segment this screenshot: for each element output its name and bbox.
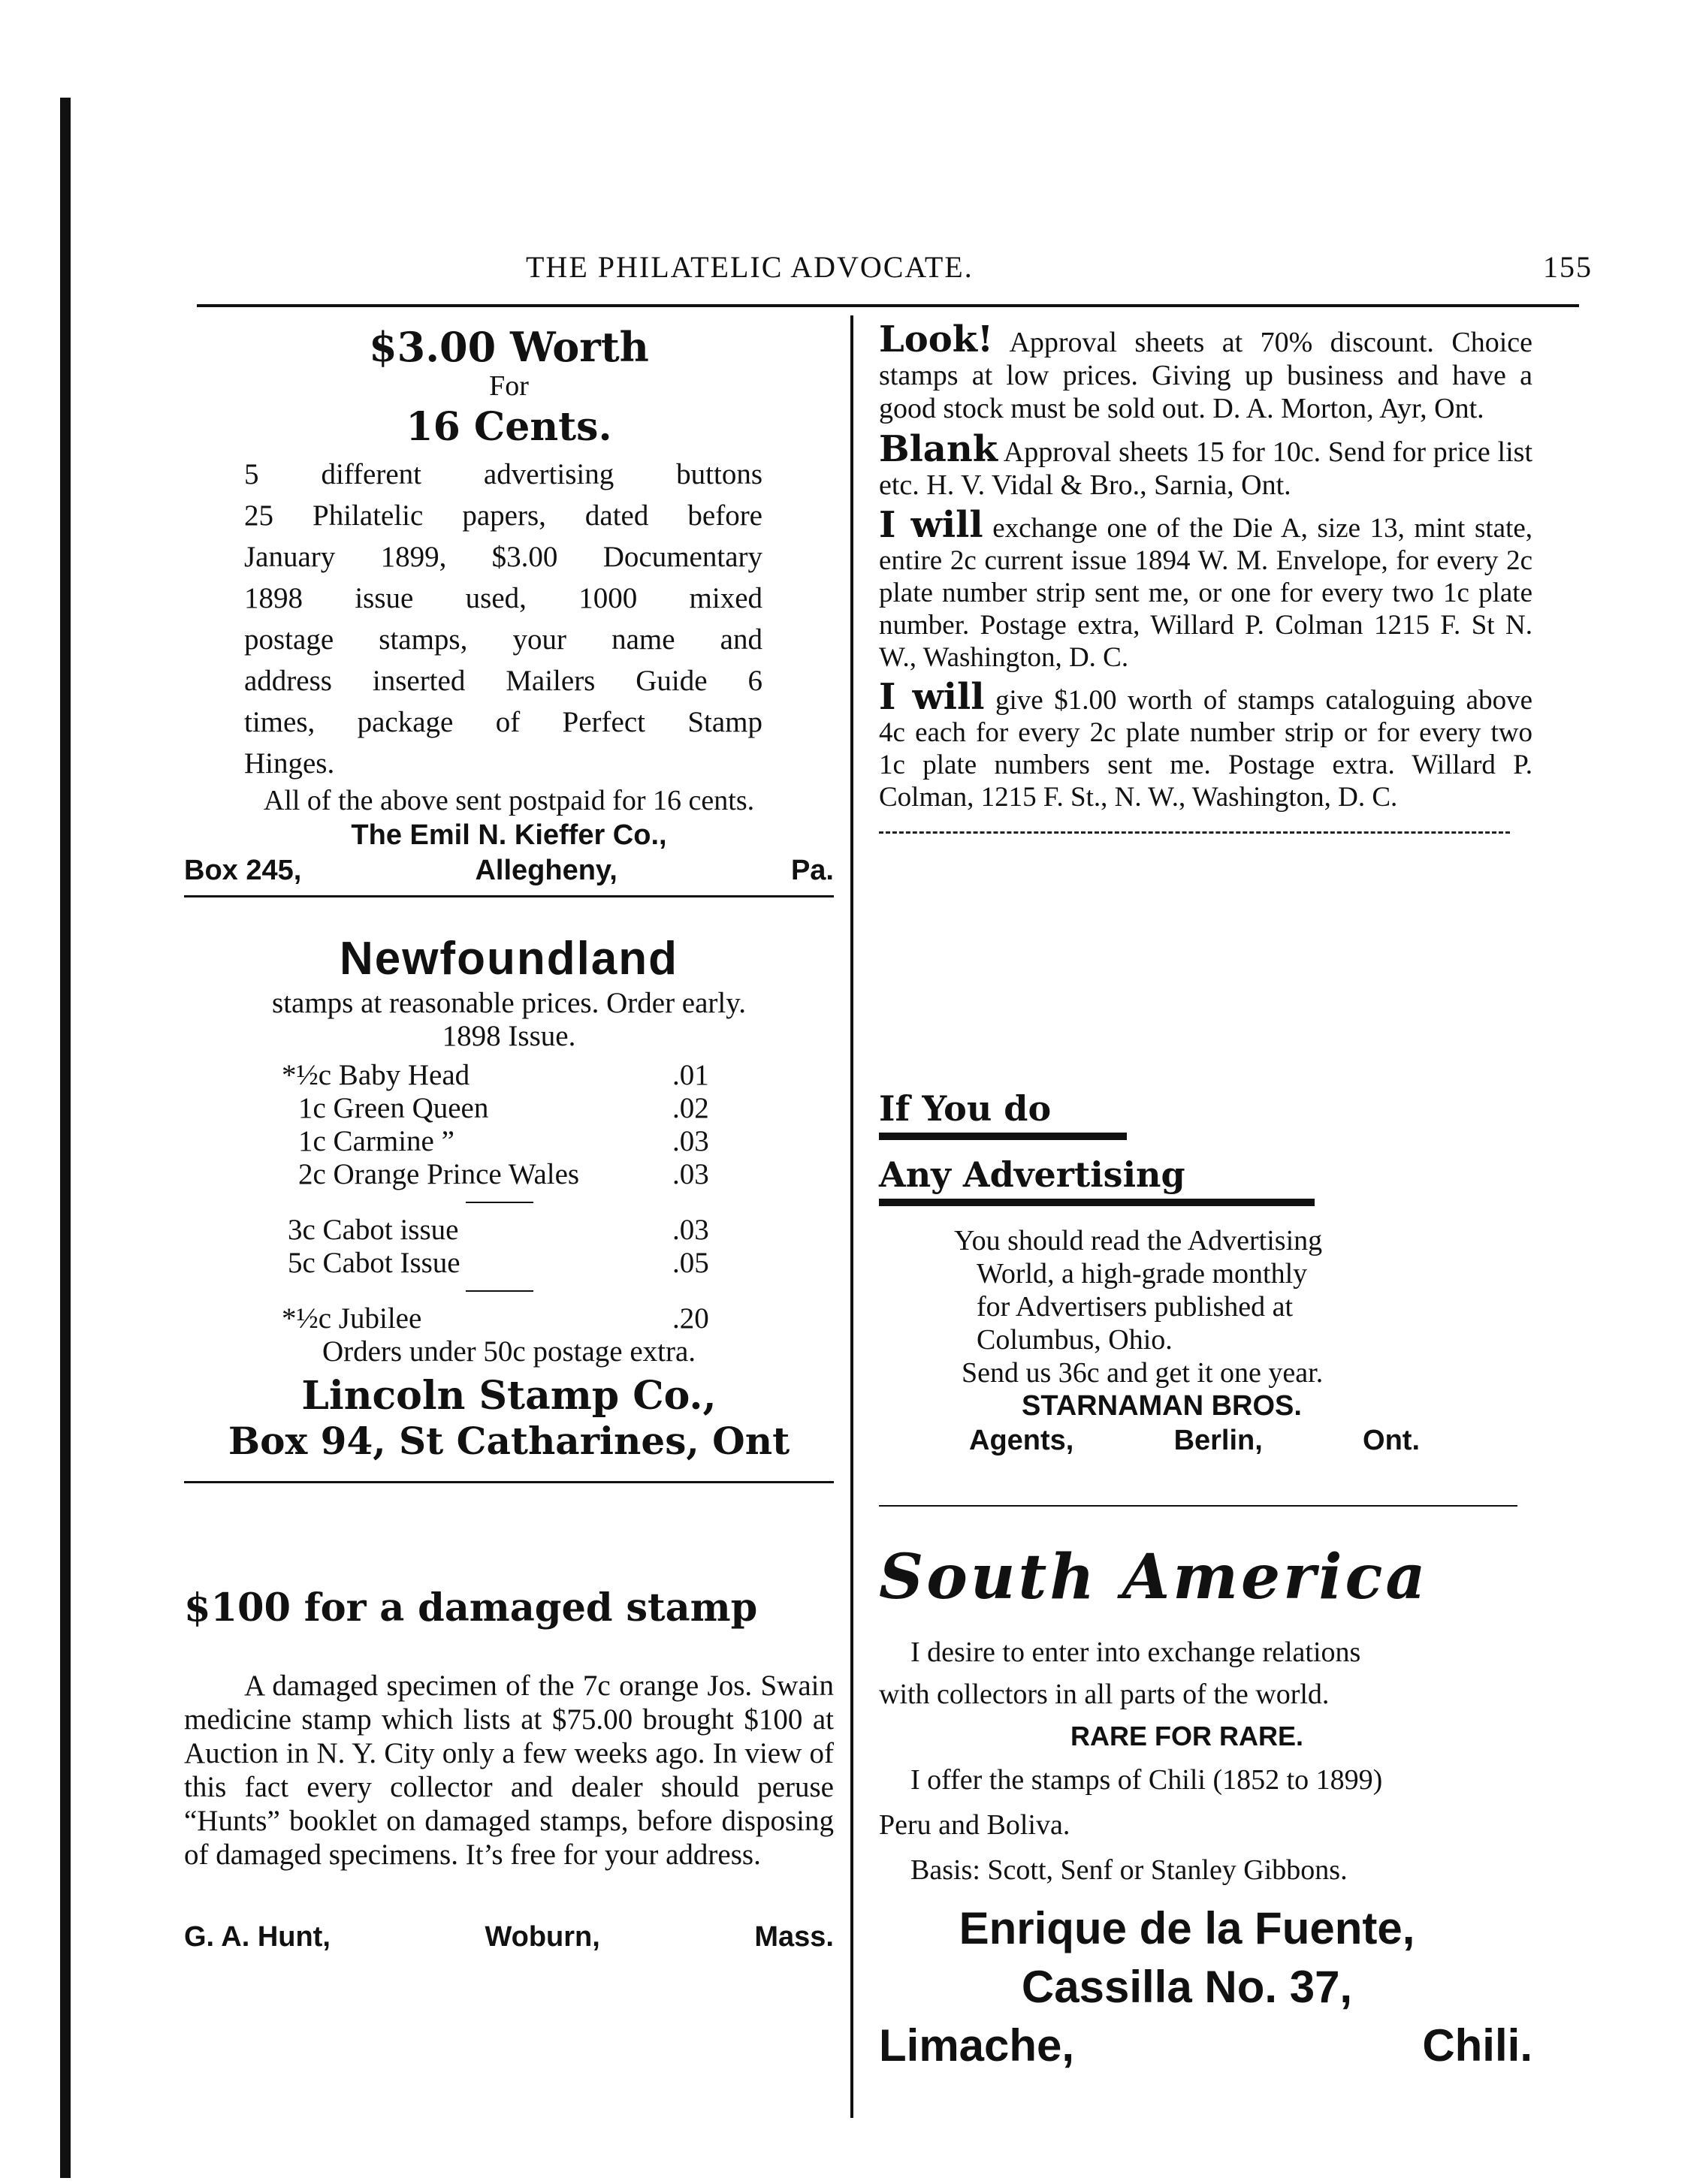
sa-basis: Basis: Scott, Senf or Stanley Gibbons. bbox=[910, 1854, 1348, 1886]
aw-agents-label: Agents, bbox=[969, 1425, 1074, 1456]
nf-row bbox=[282, 1125, 834, 1158]
nf-price-list bbox=[282, 1059, 834, 1335]
ad-city: Allegheny, bbox=[475, 855, 617, 886]
ds-city: Woburn, bbox=[485, 1921, 600, 1953]
ad-for: For bbox=[489, 370, 529, 402]
ad-box: Box 245, bbox=[184, 855, 302, 886]
ad-sent-note: All of the above sent postpaid for 16 cents. bbox=[263, 785, 755, 816]
ad-item: postage stamps, your name and bbox=[244, 623, 762, 656]
nf-row bbox=[282, 1214, 834, 1247]
ad-advertising-world bbox=[879, 1089, 1532, 1507]
nf-row-name: 5c Cabot Issue bbox=[288, 1247, 460, 1279]
header-rule bbox=[197, 304, 1579, 307]
nf-note: Orders under 50c postage extra. bbox=[322, 1335, 696, 1368]
nf-row-name: 2c Orange Prince Wales bbox=[298, 1158, 580, 1190]
nf-row bbox=[282, 1092, 834, 1125]
sa-line: Peru and Boliva. bbox=[879, 1809, 1070, 1841]
ad-three-dollars bbox=[184, 323, 834, 897]
sa-offer bbox=[879, 1757, 1532, 1893]
ad-headline: $3.00 Worth bbox=[369, 323, 649, 371]
ds-headline: $100 for a damaged stamp bbox=[184, 1585, 758, 1630]
nf-row-price: .20 bbox=[672, 1302, 709, 1335]
nf-row bbox=[282, 1302, 834, 1335]
nf-separator bbox=[466, 1202, 533, 1203]
nf-rule bbox=[184, 1481, 834, 1483]
nf-row-price: .05 bbox=[672, 1247, 709, 1279]
ad-item: 25 Philatelic papers, dated before bbox=[244, 499, 762, 532]
nf-row-price: .03 bbox=[672, 1125, 709, 1157]
ds-state: Mass. bbox=[754, 1921, 834, 1953]
column-divider bbox=[850, 315, 853, 2118]
nf-row-price: .03 bbox=[672, 1214, 709, 1246]
ad-item: times, package of Perfect Stamp bbox=[244, 706, 762, 738]
classified-text: give $1.00 worth of stamps cataloguing above 4c each for every 2c plate number strip or for every two 1c plate numbers sent me. Postage extra. Willard P. Colman, 1215 F. St., N. W., Washington, D. C. bbox=[879, 685, 1533, 813]
classified bbox=[879, 504, 1533, 674]
nf-row bbox=[282, 1158, 834, 1191]
nf-title: Newfoundland bbox=[339, 933, 679, 985]
nf-issue: 1898 Issue. bbox=[442, 1020, 576, 1052]
ds-name: G. A. Hunt, bbox=[184, 1921, 331, 1953]
nf-company: Lincoln Stamp Co., bbox=[301, 1373, 717, 1419]
ds-signature bbox=[184, 1920, 834, 1954]
ad-damaged-stamp bbox=[184, 1585, 834, 1954]
aw-agents bbox=[969, 1422, 1420, 1459]
nf-row-name: *½c Baby Head bbox=[282, 1059, 470, 1091]
nf-row bbox=[282, 1247, 834, 1280]
aw-line: Columbus, Ohio. bbox=[977, 1324, 1173, 1356]
classifieds bbox=[879, 318, 1533, 834]
sa-box: Cassilla No. 37, bbox=[1021, 1962, 1353, 2012]
classified bbox=[879, 676, 1533, 813]
classified-text: exchange one of the Die A, size 13, mint state, entire 2c current issue 1894 W. M. Envelope, for every 2c plate number strip sent me, or one for every two 1c plate number. Postage extra, Willard P. Colman 1215 F. St N. W., Washington, D. C. bbox=[879, 513, 1533, 673]
aw-body bbox=[954, 1224, 1532, 1389]
ad-items bbox=[244, 454, 762, 784]
classified bbox=[879, 428, 1533, 502]
ad-newfoundland bbox=[184, 931, 834, 1483]
classifieds-rule bbox=[879, 831, 1510, 834]
ad-price: 16 Cents. bbox=[406, 404, 612, 450]
ad-company: The Emil N. Kieffer Co., bbox=[351, 819, 667, 851]
aw-prov: Ont. bbox=[1363, 1425, 1420, 1456]
classified bbox=[879, 318, 1532, 425]
aw-line: You should read the Advertising bbox=[954, 1225, 1323, 1256]
sa-country: Chili. bbox=[1422, 2020, 1532, 2071]
nf-row-name: 1c Green Queen bbox=[298, 1092, 489, 1124]
ad-item: January 1899, $3.00 Documentary bbox=[244, 541, 762, 573]
ad-south-america bbox=[879, 1540, 1532, 2076]
aw-head1: If You do bbox=[879, 1089, 1127, 1140]
ad-address bbox=[184, 853, 834, 888]
nf-row bbox=[282, 1059, 834, 1092]
nf-separator bbox=[466, 1290, 533, 1292]
sa-location bbox=[879, 2016, 1532, 2076]
binding-edge bbox=[60, 98, 71, 2178]
nf-row-name: *½c Jubilee bbox=[282, 1302, 422, 1335]
sa-city: Limache, bbox=[879, 2020, 1075, 2071]
ds-body: A damaged specimen of the 7c orange Jos. Swain medicine stamp which lists at $75.00 brought $100 at Auction in N. Y. City only a few weeks ago. In view of this fact every collector and dealer should peruse “Hunts” booklet on damaged stamps, before disposing of damaged specimens. It’s free for your address. bbox=[184, 1670, 834, 1871]
aw-line: Send us 36c and get it one year. bbox=[962, 1357, 1324, 1389]
sa-line: I desire to enter into exchange relations bbox=[910, 1636, 1361, 1668]
nf-row-name: 3c Cabot issue bbox=[288, 1214, 459, 1246]
sa-line: with collectors in all parts of the world. bbox=[879, 1679, 1330, 1710]
aw-company: STARNAMAN BROS. bbox=[1022, 1390, 1302, 1422]
ad-item: 5 different advertising buttons bbox=[244, 458, 762, 490]
nf-row-price: .02 bbox=[672, 1092, 709, 1124]
aw-head2-wrap bbox=[879, 1155, 1532, 1206]
sa-line: I offer the stamps of Chili (1852 to 1899) bbox=[910, 1764, 1383, 1796]
aw-rule bbox=[879, 1505, 1517, 1507]
classified-lead: I will bbox=[879, 676, 985, 718]
sa-title: South America bbox=[879, 1541, 1429, 1613]
aw-line: for Advertisers published at bbox=[977, 1291, 1294, 1323]
ad-rule bbox=[184, 895, 834, 897]
nf-line1: stamps at reasonable prices. Order early. bbox=[272, 987, 746, 1019]
nf-address: Box 94, St Catharines, Ont bbox=[228, 1419, 790, 1463]
nf-row-price: .03 bbox=[672, 1158, 709, 1190]
aw-city: Berlin, bbox=[1173, 1425, 1263, 1456]
classified-lead: I will bbox=[879, 504, 983, 546]
aw-head2: Any Advertising bbox=[879, 1155, 1315, 1206]
classified-text: Approval sheets at 70% discount. Choice stamps at low prices. Giving up business and have a good stock must be sold out. D. A. Morton, Ayr, Ont. bbox=[879, 327, 1532, 424]
running-header-title: THE PHILATELIC ADVOCATE. bbox=[526, 250, 974, 284]
ad-state: Pa. bbox=[790, 855, 834, 886]
ad-item: 1898 issue used, 1000 mixed bbox=[244, 582, 762, 614]
sa-intro bbox=[879, 1631, 1532, 1715]
aw-line: World, a high-grade monthly bbox=[977, 1258, 1308, 1290]
sa-rare: RARE FOR RARE. bbox=[1070, 1721, 1303, 1751]
ad-item: address inserted Mailers Guide 6 bbox=[244, 665, 762, 697]
nf-row-price: .01 bbox=[672, 1059, 709, 1091]
page-number: 155 bbox=[1543, 250, 1593, 284]
classified-lead: Blank bbox=[879, 428, 998, 470]
sa-name: Enrique de la Fuente, bbox=[959, 1903, 1415, 1953]
nf-row-name: 1c Carmine ” bbox=[298, 1125, 454, 1157]
classified-lead: Look! bbox=[879, 318, 994, 360]
classified-text: Approval sheets 15 for 10c. Send for price list etc. H. V. Vidal & Bro., Sarnia, Ont. bbox=[879, 436, 1533, 501]
aw-head1-wrap bbox=[879, 1089, 1532, 1140]
ad-item: Hinges. bbox=[244, 747, 335, 780]
